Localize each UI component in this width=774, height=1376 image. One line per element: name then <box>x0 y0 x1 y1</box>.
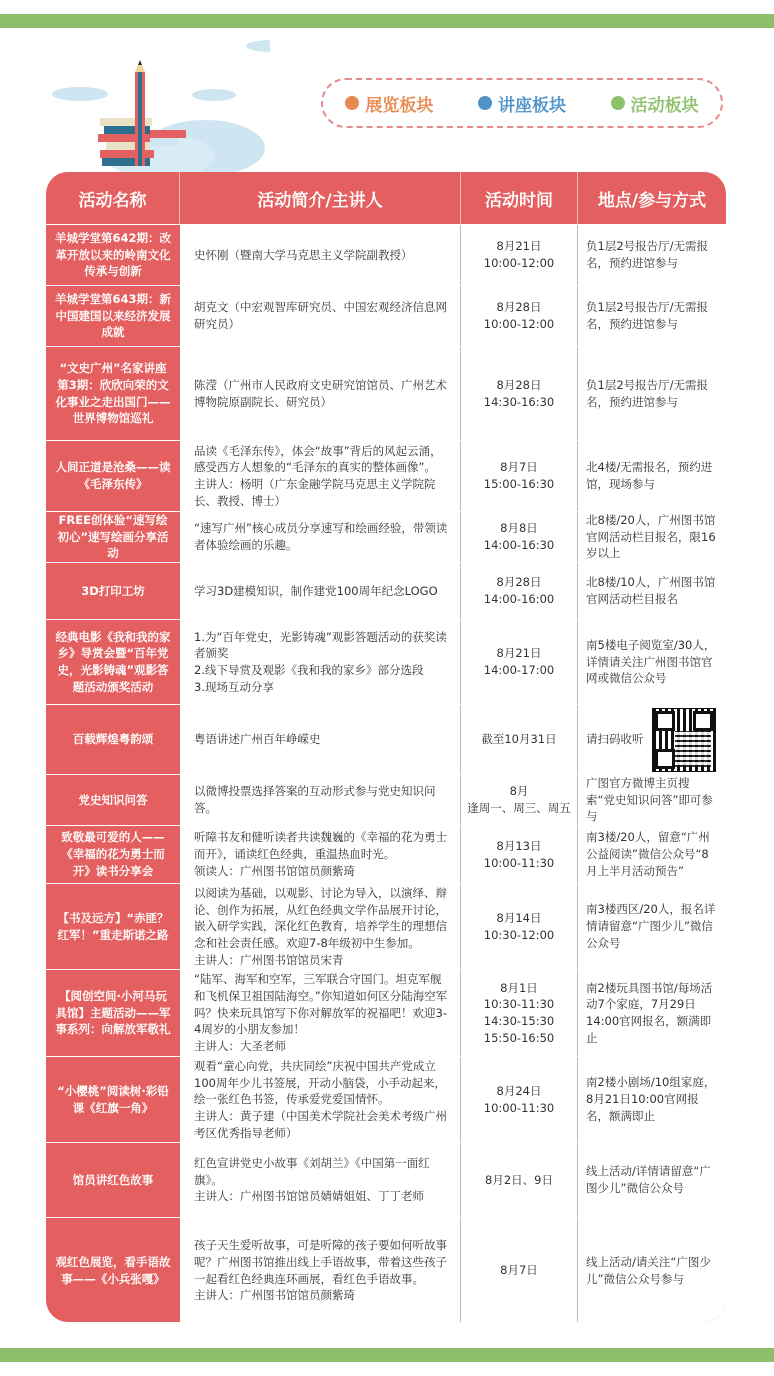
row-time: 8月13日 10:00-11:30 <box>461 826 578 883</box>
row-name: FREE创体验“速写绘初心”速写绘画分享活动 <box>57 513 169 561</box>
table-row <box>46 1217 726 1322</box>
table-row <box>46 619 726 704</box>
row-place: 南2楼小剧场/10组家庭，8月21日10:00官网报名，额满即止 <box>578 1057 726 1142</box>
row-place: 广图官方微博主页搜索“党史知识问答”即可参与 <box>578 775 726 825</box>
row-time: 8月8日 14:00-16:30 <box>461 512 578 562</box>
header-time: 活动时间 <box>461 172 578 224</box>
row-place: 北8楼/10人，广州图书馆官网活动栏目报名 <box>578 563 726 619</box>
activity-table <box>46 172 726 1322</box>
row-place: 线上活动/详情请留意“广图少儿”微信公众号 <box>578 1143 726 1217</box>
row-place: 南3楼西区/20人，报名详情请留意“广图少儿”微信公众号 <box>578 884 726 969</box>
legend-activity: 活动板块 <box>611 91 699 116</box>
row-time: 8月1日 10:30-11:30 14:30-15:30 15:50-16:50 <box>461 970 578 1056</box>
row-desc: 学习3D建模知识，制作建党100周年纪念LOGO <box>180 563 461 619</box>
row-place <box>578 705 726 774</box>
scan-text: 请扫码收听 <box>586 732 644 747</box>
bottom-green-band <box>0 1348 774 1362</box>
orange-dot-icon <box>345 96 359 110</box>
row-desc: “速写广州”核心成员分享速写和绘画经验，带领读者体验绘画的乐趣。 <box>180 512 461 562</box>
row-time: 8月21日 14:00-17:00 <box>461 620 578 704</box>
header-place: 地点/参与方式 <box>597 190 707 211</box>
green-dot-icon <box>611 96 625 110</box>
row-desc: 以微博投票选择答案的互动形式参与党史知识问答。 <box>180 775 461 825</box>
row-desc: 观看“童心向党，共庆同绘”庆祝中国共产党成立100周年少儿书签展，开动小脑袋，小手动起来，绘一张红色书签，传承爱党爱国情怀。 主讲人：黄子建（中国美术学院社会美术考级广州考区优秀指导老师） <box>180 1057 461 1142</box>
table-row <box>46 825 726 883</box>
row-time: 8月28日 14:00-16:00 <box>461 563 578 619</box>
row-time: 8月2日、9日 <box>461 1143 578 1217</box>
row-desc: 粤语讲述广州百年峥嵘史 <box>180 705 461 774</box>
blue-dot-icon <box>478 96 492 110</box>
row-name: 【阅创空间·小河马玩具馆】主题活动——军事系列：向解放军敬礼 <box>55 988 171 1037</box>
row-desc: 品读《毛泽东传》，体会“故事”背后的风起云涌，感受西方人想象的“毛泽东的真实的整体画像”。 主讲人：杨明（广东金融学院马克思主义学院院长、教授、博士） <box>180 441 461 511</box>
row-name: 人间正道是沧桑——读《毛泽东传》 <box>55 460 171 491</box>
row-name: 观红色展览，看手语故事——《小兵张嘎》 <box>55 1254 171 1286</box>
row-name: 3D打印工坊 <box>81 583 145 598</box>
row-time: 8月 逢周一、周三、周五 <box>461 775 578 825</box>
row-place: 负1层2号报告厅/无需报名，预约进馆参与 <box>578 225 726 285</box>
row-name: 经典电影《我和我的家乡》导赏会暨“百年党史，光影铸魂”观影答题活动颁奖活动 <box>55 629 171 694</box>
row-desc: 听障书友和健听读者共读魏巍的《幸福的花为勇士而开》，诵读红色经典，重温热血时光。 领读人：广州图书馆馆员颜紫琦 <box>180 826 461 883</box>
row-desc: 孩子天生爱听故事，可是听障的孩子要如何听故事呢？广州图书馆推出线上手语故事，带着这些孩子一起看红色经典连环画展，看红色手语故事。 主讲人：广州图书馆馆员颜紫琦 <box>180 1218 461 1322</box>
row-time: 8月28日 10:00-12:00 <box>461 286 578 346</box>
row-place: 负1层2号报告厅/无需报名，预约进馆参与 <box>578 347 726 440</box>
row-place: 南3楼/20人，留意“广州公益阅读”微信公众号“8月上半月活动预告” <box>578 826 726 883</box>
table-row <box>46 224 726 285</box>
row-desc: 以阅读为基础，以观影、讨论为导入，以演绎、辩论、创作为拓展，从红色经典文学作品展开讨论，嵌入研学实践，深化红色教育，培养学生的理想信念和社会责任感。欢迎7-8年级初中生参加。 主讲人：广州图书馆馆员宋青 <box>180 884 461 969</box>
row-name: 羊城学堂第643期：新中国建国以来经济发展成就 <box>54 291 171 340</box>
category-legend <box>321 78 723 128</box>
row-place: 南2楼玩具图书馆/每场活动7个家庭，7月29日14:00官网报名，额满即止 <box>578 970 726 1056</box>
row-name: “文史广州”名家讲座第3期：欣欣向荣的文化事业之走出国门——世界博物馆巡礼 <box>55 361 171 426</box>
table-header <box>46 172 726 224</box>
row-place: 线上活动/请关注“广图少儿”微信公众号参与 <box>578 1218 726 1322</box>
row-name: 党史知识问答 <box>78 792 148 807</box>
pencil-books-illustration <box>40 38 270 173</box>
row-time: 8月28日 14:30-16:30 <box>461 347 578 440</box>
table-row <box>46 969 726 1056</box>
row-name: 【书及远方】“赤匪？红军！”重走斯诺之路 <box>57 910 169 942</box>
row-time: 截至10月31日 <box>461 705 578 774</box>
row-place: 南5楼电子阅览室/30人，详情请关注广州图书馆官网或微信公众号 <box>578 620 726 704</box>
table-row <box>46 704 726 774</box>
row-desc: 史怀刚（暨南大学马克思主义学院副教授） <box>180 225 461 285</box>
row-time: 8月7日 <box>461 1218 578 1322</box>
row-desc: 陈滢（广州市人民政府文史研究馆馆员、广州艺术博物院原副院长、研究员） <box>180 347 461 440</box>
header-desc: 活动简介/主讲人 <box>180 172 461 224</box>
row-name: 百载辉煌粤韵颂 <box>72 732 154 747</box>
row-place: 负1层2号报告厅/无需报名，预约进馆参与 <box>578 286 726 346</box>
row-time: 8月21日 10:00-12:00 <box>461 225 578 285</box>
row-desc: 红色宣讲党史小故事《刘胡兰》《中国第一面红旗》。 主讲人：广州图书馆馆员婧婧姐姐、丁丁老师 <box>180 1143 461 1217</box>
qr-code-icon[interactable] <box>652 708 716 772</box>
row-name: 致敬最可爱的人——《幸福的花为勇士而开》读书分享会 <box>61 830 165 878</box>
table-row <box>46 440 726 511</box>
table-row <box>46 774 726 825</box>
row-time: 8月24日 10:00-11:30 <box>461 1057 578 1142</box>
legend-exhibition: 展览板块 <box>345 91 433 116</box>
table-body <box>46 224 726 1322</box>
row-time: 8月14日 10:30-12:00 <box>461 884 578 969</box>
row-place: 北8楼/20人，广州图书馆官网活动栏目报名，限16岁以上 <box>578 512 726 562</box>
row-desc: “陆军、海军和空军，三军联合守国门。坦克军舰和飞机保卫祖国陆海空。”你知道如何区分陆海空军吗？快来玩具馆写下你对解放军的祝福吧！欢迎3-4周岁的小朋友参加！ 主讲人：大圣老师 <box>180 970 461 1056</box>
legend-lecture: 讲座板块 <box>478 91 566 116</box>
table-row <box>46 285 726 346</box>
row-name: 羊城学堂第642期：改革开放以来的岭南文化传承与创新 <box>54 230 171 279</box>
table-row <box>46 1056 726 1142</box>
row-desc: 胡克文（中宏观智库研究员、中国宏观经济信息网研究员） <box>180 286 461 346</box>
header-name: 活动名称 <box>46 172 180 224</box>
row-time: 8月7日 15:00-16:30 <box>461 441 578 511</box>
table-row <box>46 346 726 440</box>
row-place: 北4楼/无需报名，预约进馆，现场参与 <box>578 441 726 511</box>
top-green-band <box>0 14 774 28</box>
row-name: “小樱桃”阅读树·彩铅课《红旗一角》 <box>57 1083 169 1115</box>
table-row <box>46 1142 726 1217</box>
row-desc: 1.为“百年党史，光影铸魂”观影答题活动的获奖读者颁奖 2.线下导赏及观影《我和我的家乡》部分选段 3.现场互动分享 <box>180 620 461 704</box>
row-name: 馆员讲红色故事 <box>72 1172 154 1187</box>
table-row <box>46 562 726 619</box>
table-row <box>46 883 726 969</box>
table-row <box>46 511 726 562</box>
